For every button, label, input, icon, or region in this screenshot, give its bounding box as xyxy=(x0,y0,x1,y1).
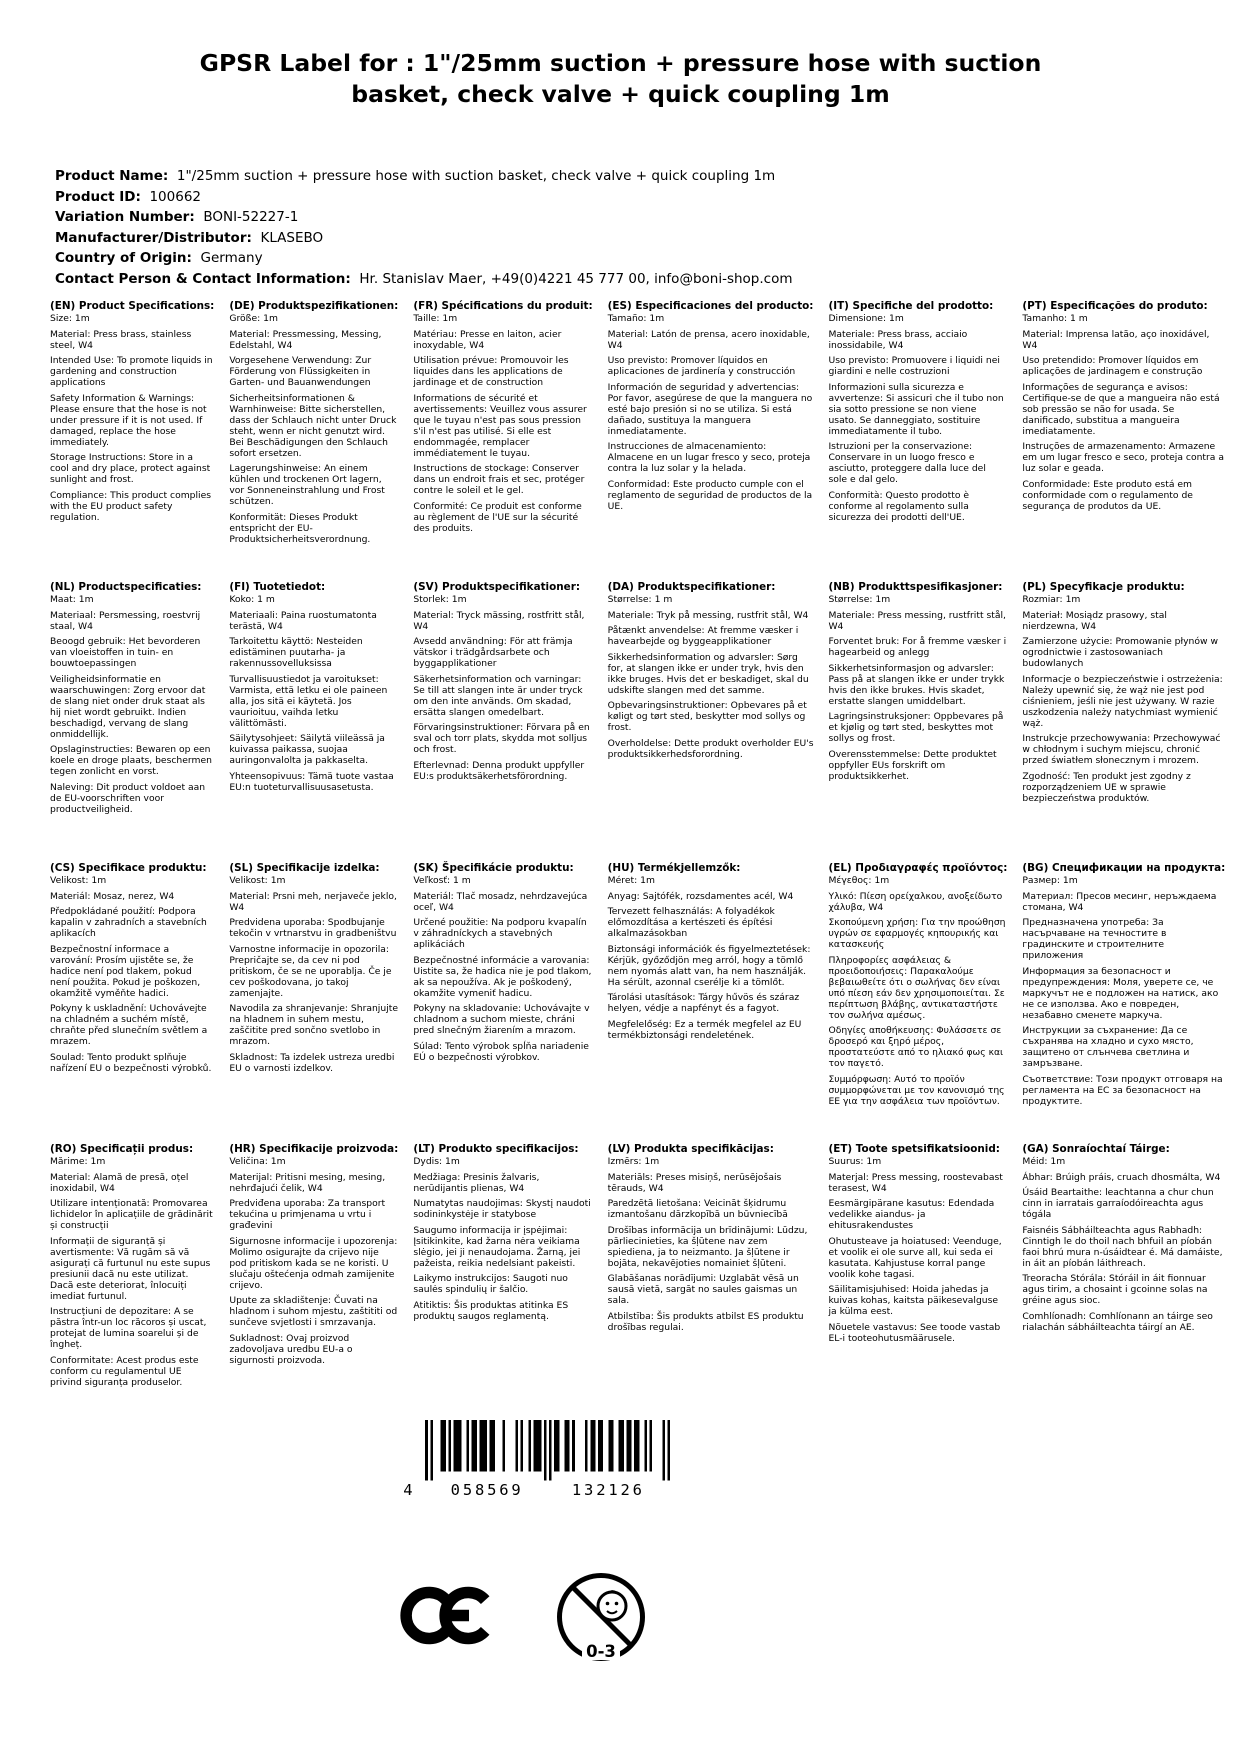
block-paragraph: Størrelse: 1 m xyxy=(607,594,673,605)
info-label: Contact Person & Contact Information: xyxy=(55,270,351,287)
block-paragraph: Conformitate: Acest produs este conform cu regulamentul UE privind siguranța produselor. xyxy=(50,1354,199,1388)
block-paragraph: Saugumo informacija ir įspėjimai: Įsitikinkite, kad žarna nėra veikiama slėgio, jei ji nenaudojama. Žarną, jei pažeista, reikia nedelsiant pakeisti. xyxy=(413,1224,581,1269)
block-paragraph: Uso previsto: Promuovere i liquidi nei giardini e nelle costruzioni xyxy=(828,355,1000,377)
block-paragraph: Veličina: 1m xyxy=(229,1156,286,1167)
block-paragraph: Uso pretendido: Promover líquidos em aplicações de jardinagem e construção xyxy=(1022,355,1203,377)
block-header: (PT) Especificações do produto: xyxy=(1022,300,1208,312)
block-paragraph: Soulad: Tento produkt splňuje nařízení EU o bezpečnosti výrobků. xyxy=(50,1051,212,1074)
block-paragraph: Atitiktis: Šis produktas atitinka ES produktų saugos reglamentą. xyxy=(413,1299,569,1322)
block-paragraph: Tamanho: 1 m xyxy=(1022,313,1088,324)
block-paragraph: Súlad: Tento výrobok spĺňa nariadenie EÚ o bezpečnosti výrobkov. xyxy=(413,1040,589,1063)
block-paragraph: Materiale: Press messing, rustfritt stål, W4 xyxy=(828,609,1006,632)
block-paragraph: Skladnost: Ta izdelek ustreza uredbi EU o varnosti izdelkov. xyxy=(229,1051,395,1074)
block-paragraph: Overholdelse: Dette produkt overholder EU's produktsikkerhedsforordning. xyxy=(607,737,814,760)
block-paragraph: Materjal: Press messing, roostevabast terasest, W4 xyxy=(828,1171,1003,1194)
block-paragraph: Veľkosť: 1 m xyxy=(413,875,471,886)
ce-mark xyxy=(399,1584,498,1651)
block-paragraph: Velikost: 1m xyxy=(229,875,286,886)
block-paragraph: Materiaal: Persmessing, roestvrij staal, W4 xyxy=(50,609,201,632)
block-paragraph: Sicherheitsinformationen & Warnhinweise: Bitte sicherstellen, dass der Schlauch nicht unter Druck steht, wenn er nicht genutzt wird. Bei Beschädigungen den Schlauch sofort ersetzen. xyxy=(229,392,397,459)
block-header: (SK) Špecifikácie produktu: xyxy=(413,862,574,874)
block-paragraph: Sigurnosne informacije i upozorenja: Molimo osigurajte da crijevo nije pod pritiskom kada se ne koristi. U slučaju oštećenja odmah zamijenite crijevo. xyxy=(229,1235,398,1291)
barcode-digits: 132126 xyxy=(571,1480,645,1498)
language-block-fr xyxy=(413,300,592,581)
block-paragraph: Konformität: Dieses Produkt entspricht der EU-Produktsicherheitsverordnung. xyxy=(229,511,371,545)
block-paragraph: Förvaringsinstruktioner: Förvara på en sval och torr plats, skydda mot solljus och frost. xyxy=(413,722,590,755)
info-row xyxy=(55,187,1185,208)
language-block-da xyxy=(608,581,814,862)
block-paragraph: Предназначена употреба: За насърчаване на течностите в градинските и строителните приложения xyxy=(1022,917,1167,961)
block-paragraph: Съответствие: Този продукт отговаря на регламента на ЕС за безопасност на продуктите. xyxy=(1022,1073,1223,1107)
block-paragraph: Material: Pressmessing, Messing, Edelstahl, W4 xyxy=(229,328,382,351)
block-paragraph: Safety Information & Warnings: Please ensure that the hose is not under pressure if it is not used. If damaged, replace the hose immediately. xyxy=(50,392,207,448)
block-paragraph: Faisnéis Sábháilteachta agus Rabhadh: Cinntigh le do thoil nach bhfuil an píobán faoi bhrú mura n-úsáidtear é. Má damáiste, in áit an píobán láithreach. xyxy=(1022,1224,1223,1269)
age-warning xyxy=(554,1570,648,1668)
block-paragraph: Rozmiar: 1m xyxy=(1022,594,1081,605)
block-paragraph: Anyag: Sajtófék, rozsdamentes acél, W4 xyxy=(607,890,794,902)
info-value: BONI-52227-1 xyxy=(194,209,299,225)
block-paragraph: Compliance: This product complies with the EU product safety regulation. xyxy=(50,489,212,523)
language-block-hr xyxy=(229,1143,398,1424)
block-header: (FI) Tuotetiedot: xyxy=(229,581,326,593)
block-header: (DE) Produktspezifikationen: xyxy=(229,300,399,312)
block-paragraph: Συμμόρφωση: Αυτό το προϊόν συμμορφώνεται με τον κανονισμό της ΕΕ για την ασφάλεια των προϊόντων. xyxy=(828,1073,1005,1107)
language-block-de xyxy=(229,300,398,581)
block-paragraph: Instrucțiuni de depozitare: A se păstra într-un loc răcoros și uscat, protejat de lumina soarelui și de îngheț. xyxy=(50,1306,207,1350)
block-header: (CS) Specifikace produktu: xyxy=(50,862,207,874)
block-paragraph: Πληροφορίες ασφάλειας & προειδοποιήσεις: Παρακαλούμε βεβαιωθείτε ότι ο σωλήνας δεν είναι υπό πίεση εάν δεν χρησιμοποιείται. Σε περίπτωση βλάβης, αντικαταστήστε τον σωλήνα αμέσως. xyxy=(828,954,1005,1021)
block-paragraph: Säilitamisjuhised: Hoida jahedas ja kuivas kohas, kaitsta päikesevalguse ja külma eest. xyxy=(828,1284,999,1317)
block-paragraph: Opbevaringsinstruktioner: Opbevares på et køligt og tørt sted, beskytter mod sollys og frost. xyxy=(607,700,807,733)
block-paragraph: Biztonsági információk és figyelmeztetések: Kérjük, győződjön meg arról, hogy a tömlő nem nyomás alatt van, ha nem használják. Ha sérült, azonnal cserélje ki a tömlőt. xyxy=(607,943,811,988)
block-paragraph: Υλικό: Πίεση ορείχαλκου, ανοξείδωτο χάλυβα, W4 xyxy=(828,890,1003,913)
block-paragraph: Instructions de stockage: Conserver dans un endroit frais et sec, protéger contre le soleil et le gel. xyxy=(413,463,585,496)
product-info xyxy=(55,166,1185,289)
block-paragraph: Material: Tryck mässing, rostfritt stål, W4 xyxy=(413,609,585,632)
language-block-ro xyxy=(50,1143,214,1424)
block-paragraph: Suurus: 1m xyxy=(828,1156,882,1167)
block-header: (SL) Specifikacije izdelka: xyxy=(229,862,380,874)
block-paragraph: Material: Imprensa latão, aço inoxidável, W4 xyxy=(1022,328,1210,351)
barcode-icon xyxy=(402,1420,678,1497)
block-paragraph: Material: Alamă de presă, oțel inoxidabil, W4 xyxy=(50,1171,189,1194)
block-paragraph: Comhlíonadh: Comhlíonann an táirge seo rialachán sábháilteachta táirgí an AE. xyxy=(1022,1310,1213,1333)
language-block-et xyxy=(828,1143,1007,1424)
block-paragraph: Conformità: Questo prodotto è conforme al regolamento sulla sicurezza dei prodotti dell'UE. xyxy=(828,489,970,523)
block-paragraph: Размер: 1m xyxy=(1022,875,1078,886)
block-paragraph: Tamaño: 1m xyxy=(607,313,665,324)
block-paragraph: Předpokládané použití: Podpora kapalin v zahradních a stavebních aplikacích xyxy=(50,906,207,939)
block-header: (IT) Specifiche del prodotto: xyxy=(828,300,994,312)
block-paragraph: Istruzioni per la conservazione: Conservare in un luogo fresco e asciutto, proteggere dalla luce del sole e dal gelo. xyxy=(828,441,986,485)
block-paragraph: Material: Press brass, stainless steel, W4 xyxy=(50,328,192,351)
block-paragraph: Informații de siguranță și avertismente: Vă rugăm să vă asigurați că furtunul nu este supus presiunii dacă nu este utilizat. Dacă este deteriorat, înlocuiți imediat furtunul. xyxy=(50,1235,211,1302)
barcode-digits: 058569 xyxy=(450,1480,524,1498)
ce-mark-icon xyxy=(399,1584,498,1647)
age-warning-label: 0-3 xyxy=(586,1642,616,1661)
block-paragraph: Utilisation prévue: Promouvoir les liquides dans les applications de jardinage et de construction xyxy=(413,355,569,388)
block-paragraph: Forventet bruk: For å fremme væsker i hagearbeid og anlegg xyxy=(828,636,1007,658)
block-paragraph: Materiale: Tryk på messing, rustfrit stål, W4 xyxy=(607,609,809,621)
block-paragraph: Drošības informācija un brīdinājumi: Lūdzu, pārliecinieties, ka šļūtene nav zem spiediena, ja to neizmanto. Ja šļūtene ir bojāta, nekavējoties nomainiet šļūteni. xyxy=(607,1224,808,1269)
block-header: (GA) Sonraíochtaí Táirge: xyxy=(1022,1143,1170,1155)
block-paragraph: Velikost: 1m xyxy=(50,875,107,886)
block-paragraph: Informazioni sulla sicurezza e avvertenze: Si assicuri che il tubo non sia sotto pressione se non viene usato. Se danneggiato, sostituire immediatamente il tubo. xyxy=(828,381,1004,437)
block-header: (ES) Especificaciones del producto: xyxy=(607,300,814,312)
block-paragraph: Informacje o bezpieczeństwie i ostrzeżenia: Należy upewnić się, że wąż nie jest pod ciśnieniem, jeśli nie jest używany. W razie uszkodzenia należy natychmiast wymienić wąż. xyxy=(1022,673,1223,729)
barcode xyxy=(402,1420,678,1497)
spec-grid xyxy=(50,300,1226,1424)
block-paragraph: Instrukcje przechowywania: Przechowywać w chłodnym i suchym miejscu, chronić przed światłem słonecznym i mrozem. xyxy=(1022,733,1221,766)
block-paragraph: Taille: 1m xyxy=(413,313,458,324)
block-paragraph: Size: 1m xyxy=(50,313,90,324)
info-label: Manufacturer/Distributor: xyxy=(55,229,252,246)
info-value: KLASEBO xyxy=(251,229,324,246)
block-paragraph: Ohutusteave ja hoiatused: Veenduge, et voolik ei ole surve all, kui seda ei kasutata. Kahjustuse korral pange voolik kohe tagasi. xyxy=(828,1235,1002,1280)
block-paragraph: Storage Instructions: Store in a cool and dry place, protect against sunlight and frost. xyxy=(50,452,211,485)
block-paragraph: Efterlevnad: Denna produkt uppfyller EU:s produktsäkerhetsförordning. xyxy=(413,759,585,782)
block-paragraph: Lagerungshinweise: An einem kühlen und trockenen Ort lagern, vor Sonneneinstrahlung und Frost schützen. xyxy=(229,463,385,507)
info-value: 100662 xyxy=(140,188,202,205)
info-value: Hr. Stanislav Maer, +49(0)4221 45 777 00, info@boni-shop.com xyxy=(350,270,793,287)
block-paragraph: Mărime: 1m xyxy=(50,1156,106,1167)
block-header: (HR) Specifikacije proizvoda: xyxy=(229,1143,399,1155)
block-paragraph: Méid: 1m xyxy=(1022,1156,1066,1167)
block-paragraph: Conformidade: Este produto está em conformidade com o regulamento de segurança de produtos da UE. xyxy=(1022,478,1193,512)
language-block-cs xyxy=(50,862,214,1143)
block-header: (ET) Toote spetsifikatsioonid: xyxy=(828,1143,1000,1155)
block-paragraph: Informações de segurança e avisos: Certifique-se de que a mangueira não está sob pressão se não for usada. Se danificado, substitua a mangueira imediatamente. xyxy=(1022,381,1220,437)
language-block-pl xyxy=(1022,581,1225,862)
block-paragraph: Tervezett felhasználás: A folyadékok előmozdítása a kertészeti és építési alkalmazásokban xyxy=(607,906,775,939)
block-paragraph: Megfelelőség: Ez a termék megfelel az EU termékbiztonsági rendeletének. xyxy=(607,1018,802,1041)
block-header: (NL) Productspecificaties: xyxy=(50,581,202,593)
block-paragraph: Yhteensopivuus: Tämä tuote vastaa EU:n tuoteturvallisuusasetusta. xyxy=(229,770,394,793)
block-paragraph: Materiál: Mosaz, nerez, W4 xyxy=(50,890,175,902)
info-row xyxy=(55,228,1185,249)
block-paragraph: Información de seguridad y advertencias: Por favor, asegúrese de que la manguera no esté bajo presión si no se utiliza. Si está dañado, sustituya la manguera inmediatamente. xyxy=(607,381,813,437)
language-block-lt xyxy=(413,1143,592,1424)
language-block-lv xyxy=(608,1143,814,1424)
block-header: (FR) Spécifications du produit: xyxy=(413,300,593,312)
block-paragraph: Säilytysohjeet: Säilytä viileässä ja kuivassa paikassa, suojaa auringonvalolta ja pakkaselta. xyxy=(229,733,385,766)
info-value: Germany xyxy=(191,250,263,266)
block-paragraph: Predvidena uporaba: Spodbujanje tekočin v vrtnarstvu in gradbeništvu xyxy=(229,917,397,939)
info-label: Product ID: xyxy=(55,188,141,205)
block-paragraph: Materijal: Pritisni mesing, mesing, nehrđajući čelik, W4 xyxy=(229,1171,386,1194)
block-paragraph: Μέγεθος: 1m xyxy=(828,875,890,886)
language-block-sl xyxy=(229,862,398,1143)
block-paragraph: Pokyny na skladovanie: Uchovávajte v chladnom a suchom mieste, chráni pred slnečným žiarením a mrazom. xyxy=(413,1003,590,1036)
block-paragraph: Turvallisuustiedot ja varoitukset: Varmista, että letku ei ole paineen alla, jos sitä ei käytetä. Jos vaurioituu, vaihda letku välittömästi. xyxy=(229,673,388,729)
block-paragraph: Varnostne informacije in opozorila: Prepričajte se, da cev ni pod pritiskom, če se ne uporablja. Če je cev poškodovana, jo takoj zamenjajte. xyxy=(229,943,392,999)
block-paragraph: Tarkoitettu käyttö: Nesteiden edistäminen puutarha- ja rakennussovelluksissa xyxy=(229,636,363,669)
language-block-el xyxy=(828,862,1007,1143)
block-paragraph: Materiál: Tlač mosadz, nehrdzavejúca oceľ, W4 xyxy=(413,890,588,913)
block-paragraph: Numatytas naudojimas: Skystį naudoti sodininkystėje ir statybose xyxy=(413,1198,591,1220)
language-block-nb xyxy=(828,581,1007,862)
block-paragraph: Intended Use: To promote liquids in gardening and construction applications xyxy=(50,355,213,388)
block-paragraph: Größe: 1m xyxy=(229,313,278,324)
block-paragraph: Laikymo instrukcijos: Saugoti nuo saulės spindulių ir šalčio. xyxy=(413,1273,568,1295)
block-paragraph: Zgodność: Ten produkt jest zgodny z rozporządzeniem UE w sprawie bezpieczeństwa produktów. xyxy=(1022,770,1191,804)
block-paragraph: Bezpečnostné informácie a varovania: Uistite sa, že hadica nie je pod tlakom, ak sa nepoužíva. Ak je poškodený, okamžite vymeniť hadicu. xyxy=(413,954,592,999)
block-paragraph: Σκοπούμενη χρήση: Για την προώθηση υγρών σε εφαρμογές κηπουρικής και κατασκευής xyxy=(828,917,1006,950)
block-paragraph: Medžiaga: Presinis žalvaris, nerūdijantis plienas, W4 xyxy=(413,1171,540,1194)
block-paragraph: Atbilstība: Šis produkts atbilst ES produktu drošības regulai. xyxy=(607,1310,804,1333)
block-paragraph: Matériau: Presse en laiton, acier inoxydable, W4 xyxy=(413,328,562,351)
block-paragraph: Инструкции за съхранение: Да се съхранява на хладно и сухо място, защитено от слънчева светлина и замръзване. xyxy=(1022,1025,1194,1069)
language-block-en xyxy=(50,300,214,581)
block-paragraph: Beoogd gebruik: Het bevorderen van vloeistoffen in tuin- en bouwtoepassingen xyxy=(50,636,201,669)
block-paragraph: Sukladnost: Ovaj proizvod zadovoljava uredbu EU-a o sigurnosti proizvoda. xyxy=(229,1332,353,1366)
page-title xyxy=(0,48,1241,110)
block-paragraph: Материал: Пресов месинг, неръждаема стомана, W4 xyxy=(1022,890,1217,913)
block-paragraph: Lagringsinstruksjoner: Oppbevares på et kjølig og tørt sted, beskyttes mot sollys og frost. xyxy=(828,711,1004,744)
block-header: (BG) Спецификации на продукта: xyxy=(1022,862,1226,874)
block-paragraph: Vorgesehene Verwendung: Zur Förderung von Flüssigkeiten in Garten- und Bauanwendungen xyxy=(229,355,372,388)
block-paragraph: Predviđena uporaba: Za transport tekućina u primjenama u vrtu i građevini xyxy=(229,1198,386,1231)
block-paragraph: Instrucciones de almacenamiento: Almacene en un lugar fresco y seco, proteja contra la luz solar y la helada. xyxy=(607,441,811,474)
language-block-fi xyxy=(229,581,398,862)
block-header: (DA) Produktspecifikationer: xyxy=(607,581,776,593)
info-row xyxy=(55,166,1185,187)
language-block-hu xyxy=(608,862,814,1143)
block-header: (NB) Produkttspesifikasjoner: xyxy=(828,581,1003,593)
language-block-pt xyxy=(1022,300,1225,581)
info-label: Variation Number: xyxy=(55,209,195,225)
block-paragraph: Maat: 1m xyxy=(50,594,94,605)
block-paragraph: Material: Prsni meh, nerjaveče jeklo, W4 xyxy=(229,890,397,913)
block-paragraph: Uso previsto: Promover líquidos en aplicaciones de jardinería y construcción xyxy=(607,355,796,377)
info-value: 1"/25mm suction + pressure hose with suction basket, check valve + quick coupling 1m xyxy=(168,168,776,184)
block-paragraph: Påtænkt anvendelse: At fremme væsker i havearbejde og byggeapplikationer xyxy=(607,625,799,647)
barcode-digits: 4 xyxy=(403,1480,416,1498)
page-title-line1: GPSR Label for : 1"/25mm suction + pressure hose with suction xyxy=(199,49,1042,77)
block-paragraph: Veiligheidsinformatie en waarschuwingen: Zorg ervoor dat de slang niet onder druk staat als hij niet wordt gebruikt. Indien beschadigd, vervang de slang onmiddellijk. xyxy=(50,673,206,740)
block-paragraph: Koko: 1 m xyxy=(229,594,275,605)
block-paragraph: Navodila za shranjevanje: Shranjujte na hladnem in suhem mestu, zaščitite pred sončno svetlobo in mrazom. xyxy=(229,1003,398,1047)
age-warning-icon xyxy=(554,1570,648,1664)
info-label: Country of Origin: xyxy=(55,250,192,266)
block-header: (EL) Προδιαγραφές προϊόντος: xyxy=(828,862,1008,874)
block-paragraph: Material: Latón de prensa, acero inoxidable, W4 xyxy=(607,328,810,351)
block-paragraph: Информация за безопасност и предупреждения: Моля, уверете се, че маркучът не е подложен на натиск, ако не се използва. Ако е повреден, незабавно сменете маркуча. xyxy=(1022,965,1219,1021)
block-paragraph: Upute za skladištenje: Čuvati na hladnom i suhom mjestu, zaštititi od sunčeve svjetlosti i smrzavanja. xyxy=(229,1295,398,1328)
language-block-sv xyxy=(413,581,592,862)
block-paragraph: Dimensione: 1m xyxy=(828,313,904,324)
info-row xyxy=(55,269,1185,290)
block-paragraph: Informations de sécurité et avertissements: Veuillez vous assurer que le tuyau n'est pas sous pression s'il n'est pas utilisé. Si elle est endommagée, remplacer immédiatement le tuyau. xyxy=(413,392,587,459)
block-paragraph: Paredzētā lietošana: Veicināt šķidrumu izmantošanu dārzkopībā un būvniecībā xyxy=(607,1198,788,1220)
block-paragraph: Οδηγίες αποθήκευσης: Φυλάσσετε σε δροσερό και ξηρό μέρος, προστατεύστε από το ηλιακό φως και τον παγετό. xyxy=(828,1025,1004,1069)
language-block-it xyxy=(828,300,1007,581)
block-header: (LV) Produkta specifikācijas: xyxy=(607,1143,774,1155)
block-paragraph: Materiaali: Paina ruostumatonta terästä, W4 xyxy=(229,609,377,632)
block-paragraph: Izmērs: 1m xyxy=(607,1156,660,1167)
language-block-nl xyxy=(50,581,214,862)
block-paragraph: Určené použitie: Na podporu kvapalín v záhradníckych a stavebných aplikáciách xyxy=(413,917,587,950)
info-row xyxy=(55,248,1185,269)
block-paragraph: Instruções de armazenamento: Armazene em um lugar fresco e seco, proteja contra a luz solar e geada. xyxy=(1022,441,1224,474)
language-block-sk xyxy=(413,862,592,1143)
language-block-ga xyxy=(1022,1143,1225,1424)
info-row xyxy=(55,207,1185,228)
language-block-bg xyxy=(1022,862,1225,1143)
block-paragraph: Bezpečnostní informace a varování: Prosím ujistěte se, že hadice není pod tlakem, pokud není použita. Pokud je poškozen, okamžitě vyměňte hadici. xyxy=(50,943,201,999)
block-paragraph: Naleving: Dit product voldoet aan de EU-voorschriften voor productveiligheid. xyxy=(50,781,206,815)
block-paragraph: Dydis: 1m xyxy=(413,1156,460,1167)
block-paragraph: Størrelse: 1m xyxy=(828,594,891,605)
block-paragraph: Materiale: Press brass, acciaio inossidabile, W4 xyxy=(828,328,968,351)
block-paragraph: Avsedd användning: För att främja vätskor i trädgårdsarbete och byggapplikationer xyxy=(413,636,573,669)
block-header: (SV) Produktspecifikationer: xyxy=(413,581,580,593)
block-paragraph: Úsáid Beartaithe: leachtanna a chur chun cinn in iarratais garraíodóireachta agus tógála xyxy=(1022,1187,1214,1220)
info-label: Product Name: xyxy=(55,168,169,184)
block-paragraph: Materiāls: Preses misiņš, nerūsējošais tērauds, W4 xyxy=(607,1171,782,1194)
block-paragraph: Materiał: Mosiądz prasowy, stal nierdzewna, W4 xyxy=(1022,609,1167,632)
block-header: (RO) Specificații produs: xyxy=(50,1143,194,1155)
block-header: (PL) Specyfikacje produktu: xyxy=(1022,581,1185,593)
block-paragraph: Treoracha Stórála: Stóráil in áit fionnuar agus tirim, a chosaint i gcoinne solas na gréine agus sioc. xyxy=(1022,1273,1208,1306)
block-paragraph: Ábhar: Brúigh práis, cruach dhosmálta, W4 xyxy=(1022,1171,1221,1183)
block-paragraph: Overensstemmelse: Dette produktet oppfyller EUs forskrift om produktsikkerhet. xyxy=(828,748,997,782)
child-face-icon xyxy=(598,1592,626,1620)
language-block-es xyxy=(608,300,814,581)
page-title-line2: basket, check valve + quick coupling 1m xyxy=(351,80,890,108)
block-paragraph: Opslaginstructies: Bewaren op een koele en droge plaats, beschermen tegen zonlicht en vorst. xyxy=(50,744,212,777)
block-paragraph: Eesmärgipärane kasutus: Edendada vedelikke aiandus- ja ehitusrakendustes xyxy=(828,1198,995,1231)
block-paragraph: Säkerhetsinformation och varningar: Se till att slangen inte är under tryck om den inte används. Om skadad, ersätta slangen omedelbart. xyxy=(413,673,583,718)
block-header: (HU) Termékjellemzők: xyxy=(607,862,741,874)
block-header: (EN) Product Specifications: xyxy=(50,300,215,312)
block-paragraph: Sikkerhetsinformasjon og advarsler: Pass på at slangen ikke er under trykk hvis den ikke brukes. Hvis skadet, erstatte slangen umiddelbart. xyxy=(828,662,1005,707)
block-paragraph: Conformité: Ce produit est conforme au règlement de l'UE sur la sécurité des produits. xyxy=(413,500,582,534)
block-paragraph: Tárolási utasítások: Tárgy hűvös és száraz helyen, védje a napfényt és a fagyot. xyxy=(607,992,800,1014)
block-paragraph: Utilizare intenționată: Promovarea lichidelor în aplicațiile de grădinărit și construcții xyxy=(50,1198,213,1231)
block-paragraph: Sikkerhedsinformation og advarsler: Sørg for, at slangen ikke er under tryk, hvis den ikke bruges. Hvis det er beskadiget, skal du udskifte slangen med det samme. xyxy=(607,651,809,696)
block-paragraph: Méret: 1m xyxy=(607,875,655,886)
block-paragraph: Zamierzone użycie: Promowanie płynów w ogrodnictwie i zastosowaniach budowlanych xyxy=(1022,636,1218,669)
block-paragraph: Storlek: 1m xyxy=(413,594,467,605)
block-paragraph: Nõuetele vastavus: See toode vastab EL-i tooteohutusmäärusele. xyxy=(828,1321,1001,1344)
block-paragraph: Glabāšanas norādījumi: Uzglabāt vēsā un sausā vietā, sargāt no saules gaismas un sala. xyxy=(607,1273,799,1306)
block-paragraph: Pokyny k uskladnění: Uchovávejte na chladném a suchém místě, chraňte před slunečním světlem a mrazem. xyxy=(50,1003,208,1047)
block-paragraph: Conformidad: Este producto cumple con el reglamento de seguridad de productos de la UE. xyxy=(607,478,813,512)
block-header: (LT) Produkto specifikacijos: xyxy=(413,1143,579,1155)
